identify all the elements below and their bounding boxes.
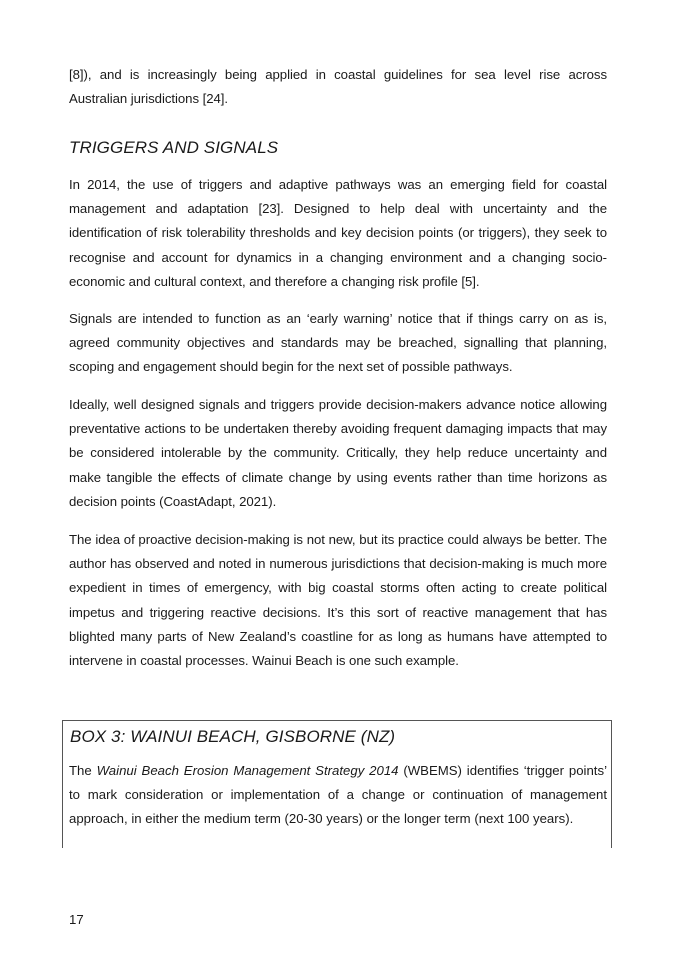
- intro-paragraph: [8]), and is increasingly being applied in coastal guidelines for sea level rise across Australian jurisdictions [24].: [69, 67, 607, 107]
- case-study-box: [62, 720, 612, 848]
- paragraph-proactive: The idea of proactive decision-making is not new, but its practice could always be better. The author has observed and noted in numerous jurisdictions that decision-making is much more expedient in times of emergency, with big coastal storms often acting to create political impetus and triggering reactive decisions. It’s this sort of reactive management that has blighted many parts of New Zealand’s coastline for as long as humans have attempted to intervene in coastal processes. Wainui Beach is one such example.: [69, 532, 607, 669]
- paragraph-triggers-intro: In 2014, the use of triggers and adaptive pathways was an emerging field for coastal management and adaptation [23]. Designed to help deal with uncertainty and the identification of risk tolerability thresholds and key decision points (or triggers), they seek to recognise and account for dynamics in a changing environment and a changing socio-economic and cultural context, and therefore a changing risk profile [5].: [69, 177, 607, 289]
- paragraph-well-designed: Ideally, well designed signals and triggers provide decision-makers advance notice allowing preventative actions to be undertaken thereby avoiding frequent damaging impacts that may be considered intolerable by the community. Critically, they help reduce uncertainty and make tangible the effects of climate change by using events rather than time horizons as decision points (CoastAdapt, 2021).: [69, 397, 607, 509]
- box-text-before: The: [69, 763, 97, 778]
- box-body: [69, 759, 607, 832]
- box-strategy-title: Wainui Beach Erosion Management Strategy 2014: [96, 763, 399, 778]
- box-title: BOX 3: WAINUI BEACH, GISBORNE (NZ): [70, 727, 396, 746]
- paragraph-signals: Signals are intended to function as an ‘early warning’ notice that if things carry on as is, agreed community objectives and standards may be breached, signalling that planning, scoping and engagement should begin for the next set of possible pathways.: [69, 311, 607, 375]
- box-text-after: (WBEMS) identifies ‘trigger points’ to mark consideration or implementation of a change or continuation of management approach, in either the medium term (20-30 years) or the longer term (next 100 years).: [69, 763, 607, 827]
- section-heading: TRIGGERS AND SIGNALS: [69, 138, 279, 157]
- page-number: 17: [69, 912, 84, 927]
